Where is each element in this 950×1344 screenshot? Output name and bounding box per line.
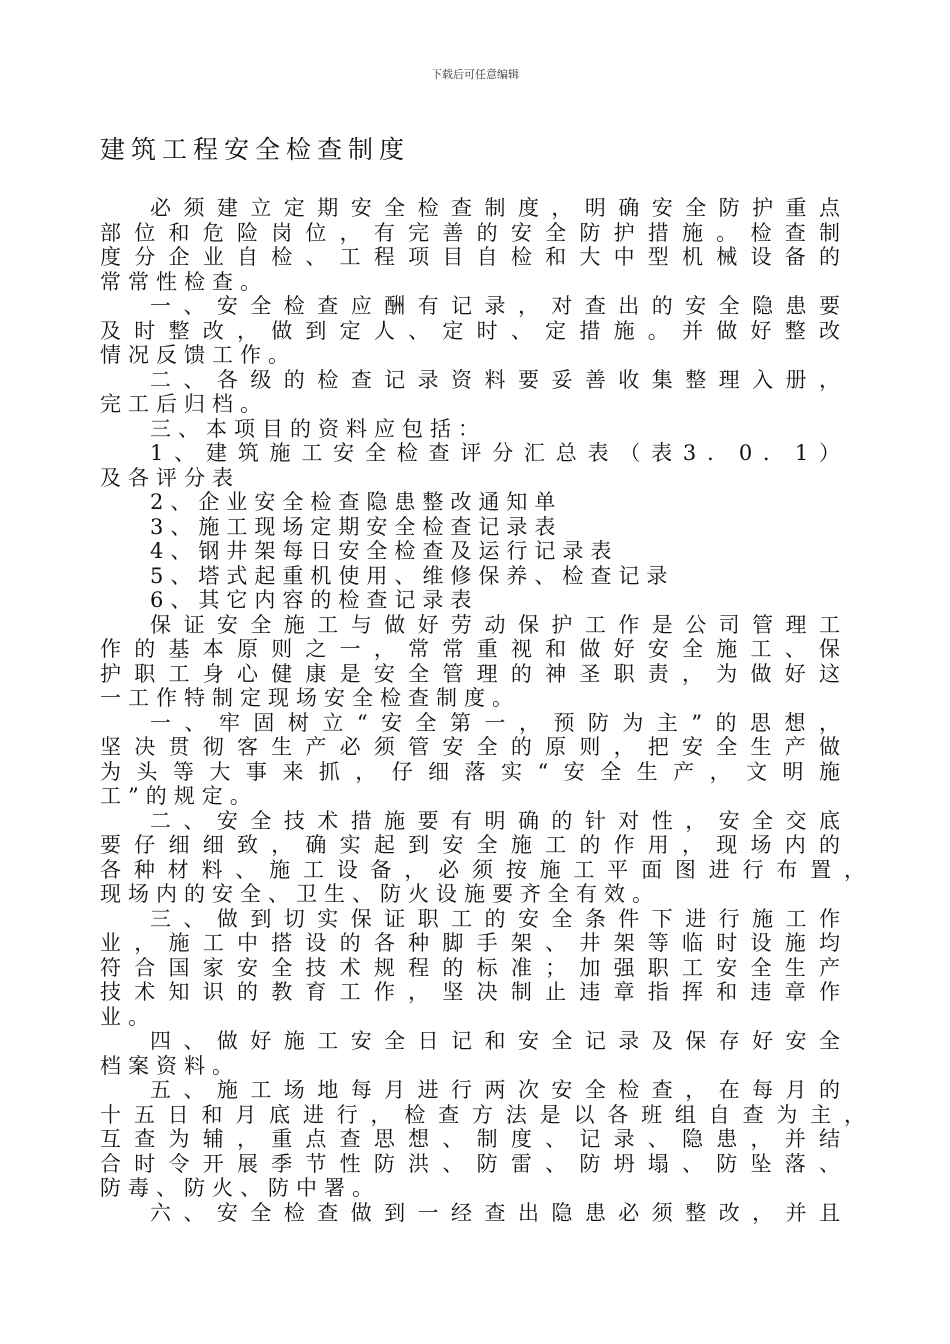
body-line: 防毒、防火、防中署。 [100, 1176, 380, 1200]
body-line: 必须建立定期安全检查制度，明确安全防护重点 [150, 196, 840, 220]
body-line: 及各评分表 [100, 465, 240, 490]
body-line: 六、安全检查做到一经查出隐患必须整改，并且 [150, 1200, 840, 1225]
body-line: 一工作特制定现场安全检查制度。 [100, 686, 520, 710]
body-line: 护职工身心健康是安全管理的神圣职责，为做好这 [100, 661, 840, 686]
body-line: 2、企业安全检查隐患整改通知单 [150, 490, 563, 514]
body-line: 要仔细细致，确实起到安全施工的作用，现场内的 [100, 833, 840, 857]
body-line: 4、钢井架每日安全检查及运行记录表 [150, 539, 619, 563]
body-line: 三、做到切实保证职工的安全条件下进行施工作 [150, 906, 840, 931]
body-line: 情况反馈工作。 [100, 343, 296, 367]
body-line: 保证安全施工与做好劳动保护工作是公司管理工 [150, 612, 840, 637]
body-line: 现场内的安全、卫生、防火设施要齐全有效。 [100, 882, 660, 906]
body-line: 三、本项目的资料应包括： [150, 416, 486, 441]
body-line: 常常性检查。 [100, 269, 268, 294]
body-line: 二、各级的检查记录资料要妥善收集整理入册， [150, 367, 840, 392]
body-line: 十五日和月底进行，检查方法是以各班组自查为主， [100, 1102, 865, 1127]
body-line: 完工后归档。 [100, 392, 268, 416]
body-line: 作的基本原则之一，常常重视和做好安全施工、保 [100, 637, 840, 661]
body-line: 3、施工现场定期安全检查记录表 [150, 514, 563, 539]
body-line: 为头等大事来抓，仔细落实“安全生产，文明施 [100, 759, 840, 784]
body-line: 度分企业自检、工程项目自检和大中型机械设备的 [100, 245, 840, 269]
body-line: 档案资料。 [100, 1053, 240, 1078]
body-line: 各种材料、施工设备，必须按施工平面图进行布置， [100, 857, 865, 882]
body-line: 技术知识的教育工作，坚决制止违章指挥和违章作 [100, 980, 840, 1004]
body-line: 工”的规定。 [100, 784, 258, 808]
body-line: 符合国家安全技术规程的标准；加强职工安全生产 [100, 955, 840, 980]
body-line: 互查为辅，重点查思想、制度、记录、隐患，并结 [100, 1127, 840, 1151]
body-line: 合时令开展季节性防洪、防雷、防坍塌、防坠落、 [100, 1151, 840, 1176]
document-title: 建筑工程安全检查制度 [100, 135, 411, 164]
body-line: 及时整改，做到定人、定时、定措施。并做好整改 [100, 318, 840, 343]
page-header-note: 下载后可任意编辑 [431, 68, 519, 81]
body-line: 1、建筑施工安全检查评分汇总表（表3．0．1） [150, 441, 840, 465]
body-line: 二、安全技术措施要有明确的针对性，安全交底 [150, 808, 840, 833]
body-line: 一、牢固树立“安全第一，预防为主”的思想， [150, 710, 840, 735]
document-body [100, 196, 865, 1225]
body-line: 一、安全检查应酬有记录，对查出的安全隐患要 [150, 294, 840, 318]
body-line: 5、塔式起重机使用、维修保养、检查记录 [150, 563, 675, 588]
body-line: 业，施工中搭设的各种脚手架、井架等临时设施均 [100, 931, 840, 955]
body-line: 五、施工场地每月进行两次安全检查，在每月的 [150, 1078, 840, 1102]
body-line: 四、做好施工安全日记和安全记录及保存好安全 [150, 1029, 840, 1053]
body-line: 业。 [100, 1004, 156, 1029]
body-line: 6、其它内容的检查记录表 [150, 588, 479, 612]
body-line: 坚决贯彻客生产必须管安全的原则，把安全生产做 [100, 735, 840, 759]
body-line: 部位和危险岗位，有完善的安全防护措施。检查制 [100, 220, 840, 245]
